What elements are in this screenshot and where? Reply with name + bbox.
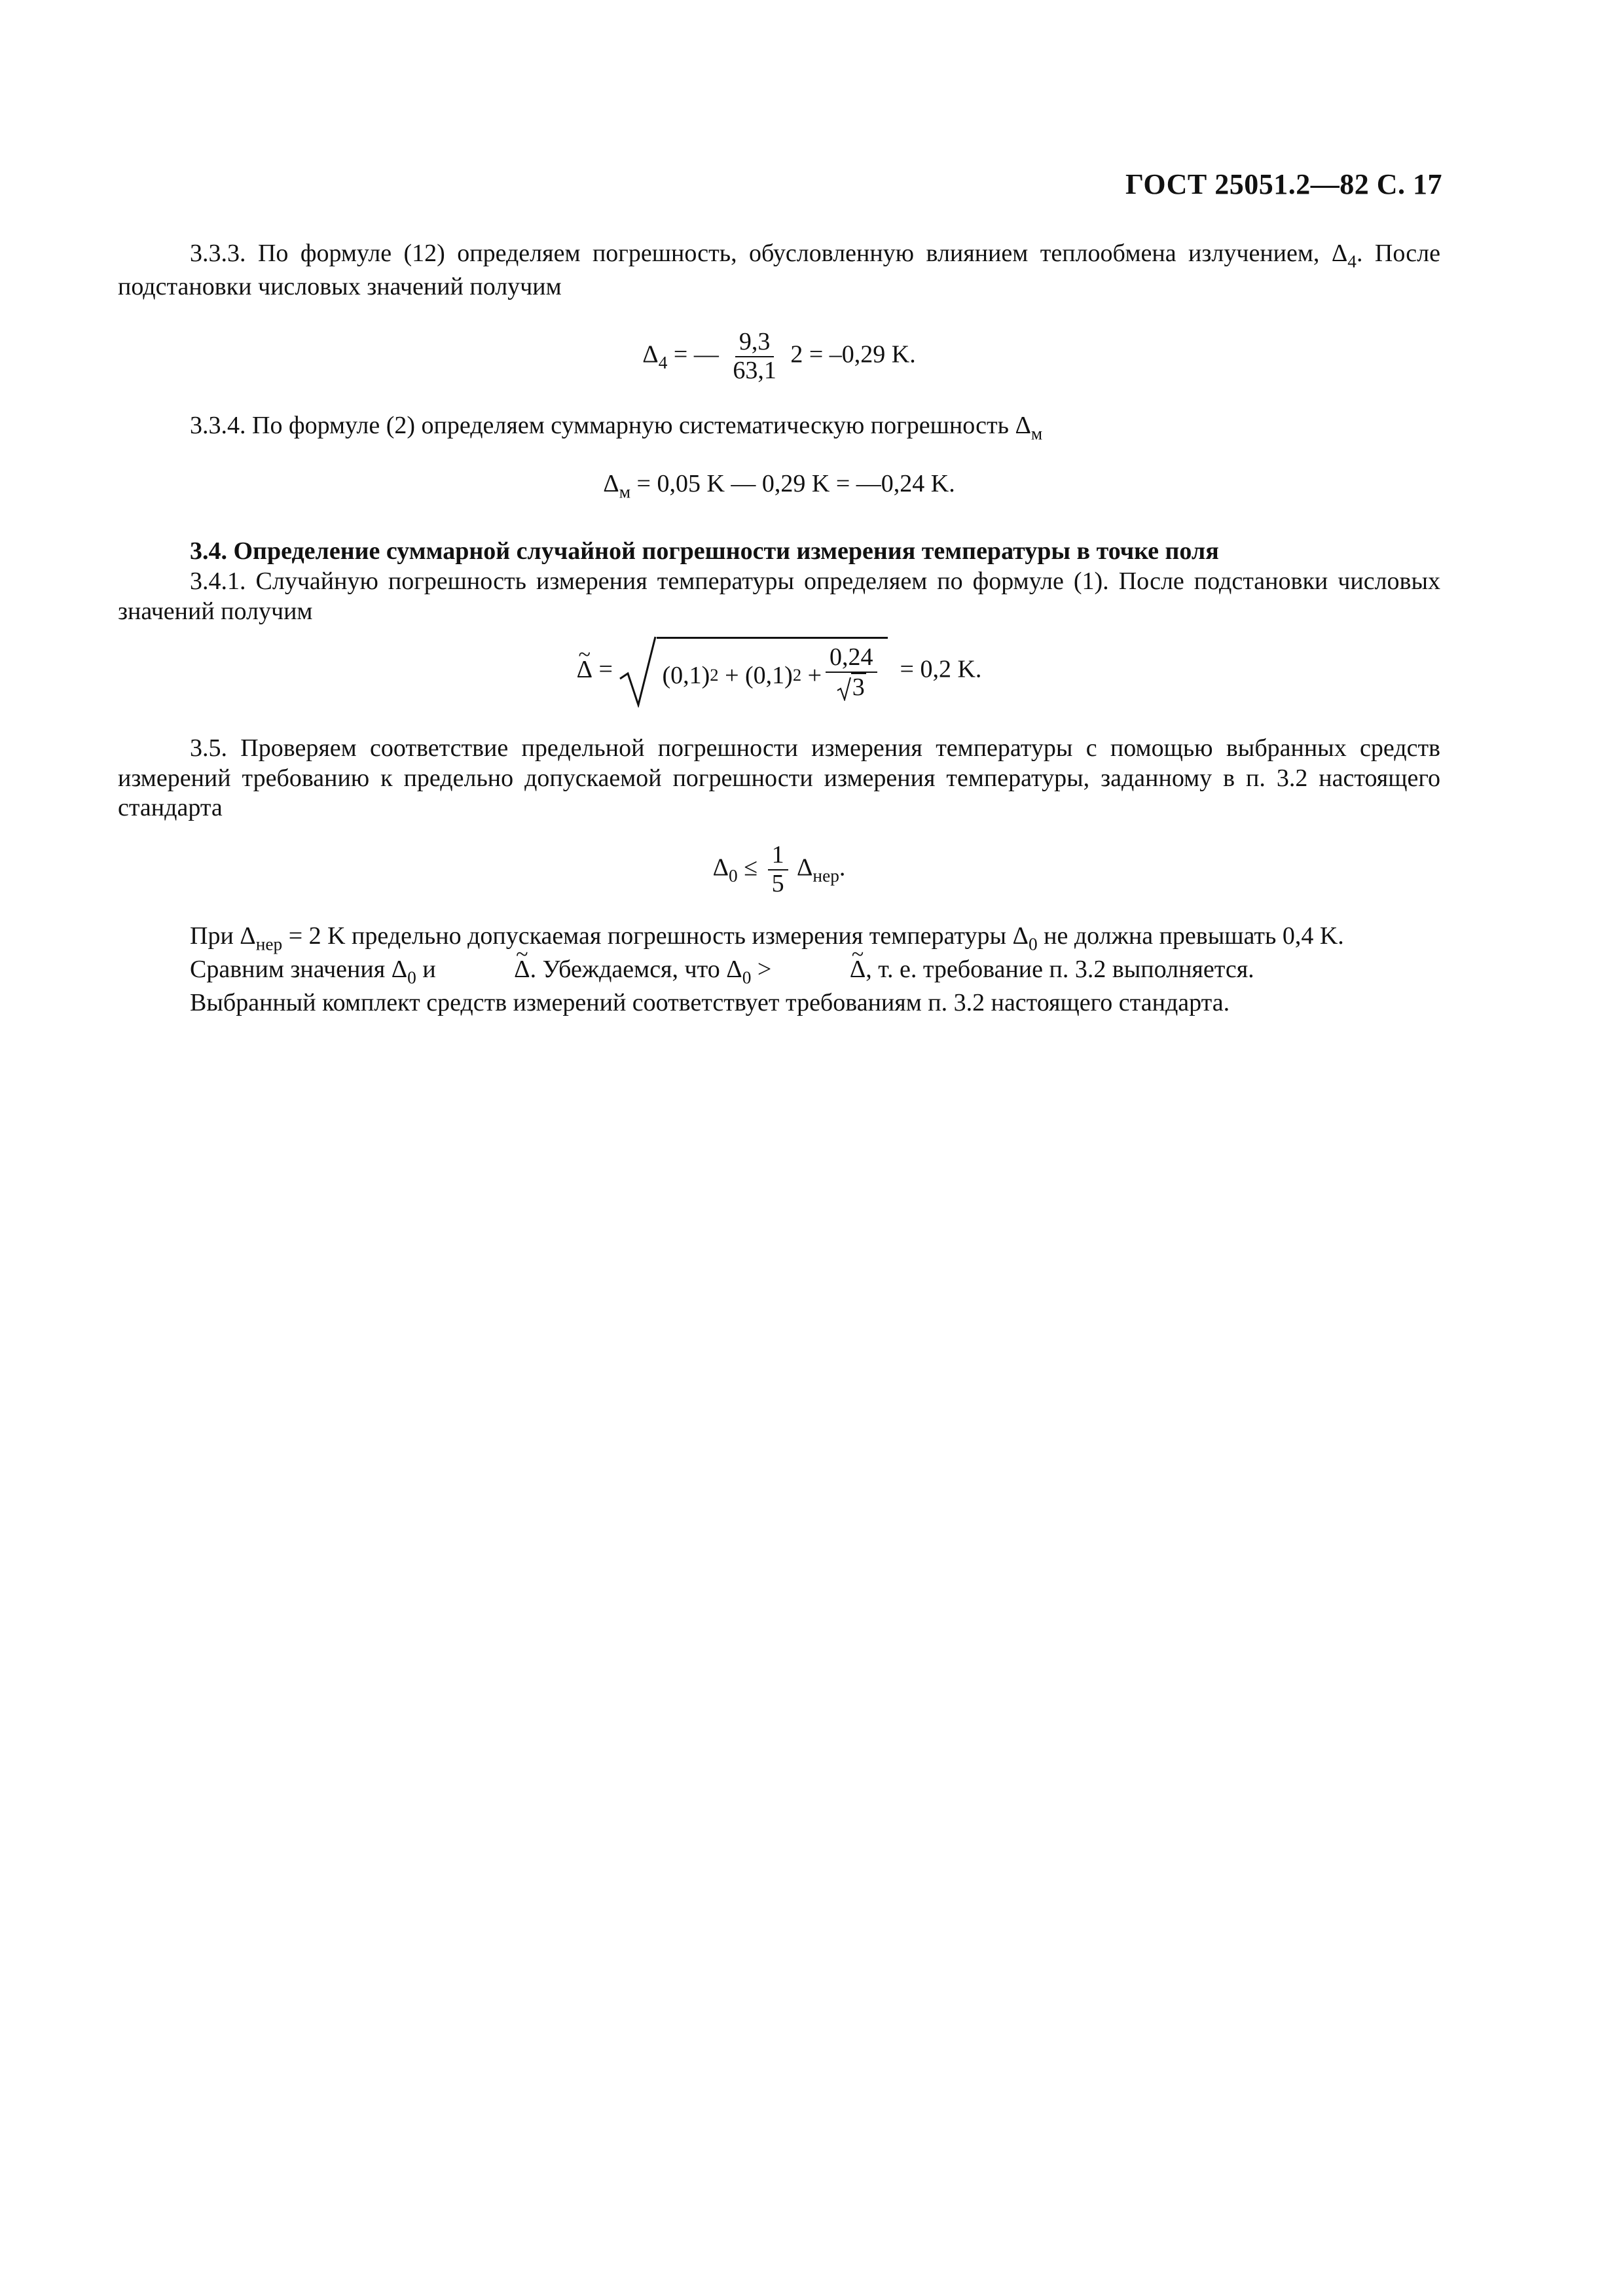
fraction-numerator: 1: [768, 842, 788, 870]
delta-symbol: Δ: [642, 340, 659, 368]
paragraph-text: . Убеждаемся, что Δ: [530, 955, 742, 983]
fraction-denominator: 63,1: [733, 356, 776, 384]
subscript: 0: [407, 967, 416, 988]
radicand: [657, 637, 887, 708]
subscript: м: [1030, 423, 1043, 444]
delta-symbol: Δ: [603, 469, 619, 497]
fraction-numerator: 9,3: [735, 329, 775, 357]
formula-text: 2 = –0,29 K.: [790, 340, 916, 368]
superscript: 2: [792, 665, 802, 685]
paragraph-text: . После подстановки числовых значений получим: [118, 240, 1440, 301]
paragraph-3-4-1: 3.4.1. Случайную погрешность измерения температуры определяем по формуле (1). После подстановки числовых значений получим: [118, 567, 1440, 625]
subscript: м: [619, 482, 631, 502]
radical-sign-icon: [619, 636, 657, 708]
formula-text: (0,1): [662, 661, 710, 689]
fraction-denominator: [833, 673, 870, 708]
subscript: нер: [812, 866, 839, 886]
formula-limit-check: [118, 842, 1440, 898]
paragraph-text: = 2 K предельно допускаемая погрешность измерения температуры Δ: [282, 922, 1029, 950]
paragraph-text: , т. е. требование п. 3.2 выполняется.: [866, 955, 1254, 983]
paragraph-final: Выбранный комплект средств измерений соответствует требованиям п. 3.2 настоящего стандарта.: [190, 989, 1230, 1017]
paragraph-text: и: [416, 955, 443, 983]
paragraph-compare: [118, 955, 1440, 988]
page-content: [118, 164, 1440, 1018]
subscript: 0: [742, 967, 752, 988]
fraction-numerator: 0,24: [826, 644, 877, 673]
formula-text: =: [598, 655, 613, 683]
paragraph-text: не должна превышать 0,4 K.: [1037, 922, 1344, 950]
formula-delta-m: [118, 469, 1440, 503]
formula-text: ≤: [744, 853, 758, 882]
fraction: [826, 644, 877, 708]
delta-symbol: Δ: [712, 853, 729, 882]
formula-text: +: [725, 661, 739, 689]
delta-tilde-symbol: ~ Δ: [577, 655, 593, 685]
fraction: [729, 329, 780, 385]
formula-text: +: [807, 661, 822, 689]
formula-text: = —: [673, 340, 719, 368]
paragraph-text: Сравним значения Δ: [190, 955, 408, 983]
delta-symbol: Δ: [796, 853, 813, 882]
paragraph-3-3-3: [118, 239, 1440, 302]
formula-text: = 0,05 K — 0,29 K = —0,24 K.: [636, 469, 955, 497]
page-header: ГОСТ 25051.2—82 С. 17: [1125, 168, 1442, 200]
delta-tilde-symbol: ~ Δ: [778, 955, 866, 985]
small-square-root: [837, 673, 866, 702]
fraction-denominator: 5: [771, 869, 784, 897]
paragraph-3-3-4: [118, 411, 1440, 444]
subscript: 0: [1028, 934, 1038, 954]
radicand-value: 3: [852, 673, 865, 701]
subscript: 0: [729, 866, 738, 886]
small-radical-sign-icon: [837, 676, 851, 701]
paragraph-text: При Δ: [190, 922, 256, 950]
paragraph-text: >: [751, 955, 778, 983]
paragraph-3-5: 3.5. Проверяем соответствие предельной погрешности измерения температуры с помощью выбранных средств измерений требованию к предельно допускаемой погрешности измерения температуры, заданному в п. 3.2 настоящего стандарта: [118, 734, 1440, 822]
subscript: 4: [658, 353, 668, 373]
superscript: 2: [710, 665, 719, 685]
formula-text: (0,1): [745, 661, 793, 689]
delta-tilde-symbol: ~ Δ: [442, 955, 530, 985]
paragraph-text: 3.3.3. По формуле (12) определяем погрешность, обусловленную влиянием теплообмена излучением, Δ: [190, 240, 1348, 267]
formula-random-error: [118, 636, 1440, 708]
square-root: [619, 636, 887, 708]
fraction: [768, 842, 788, 898]
section-heading-3-4: 3.4. Определение суммарной случайной погрешности измерения температуры в точке поля: [190, 537, 1219, 565]
subscript: 4: [1347, 251, 1357, 272]
formula-text: = 0,2 K.: [900, 655, 982, 683]
formula-delta4: [118, 329, 1440, 385]
formula-text: .: [839, 853, 846, 882]
subscript: нер: [255, 934, 283, 954]
paragraph-text: 3.3.4. По формуле (2) определяем суммарную систематическую погрешность Δ: [190, 411, 1031, 439]
